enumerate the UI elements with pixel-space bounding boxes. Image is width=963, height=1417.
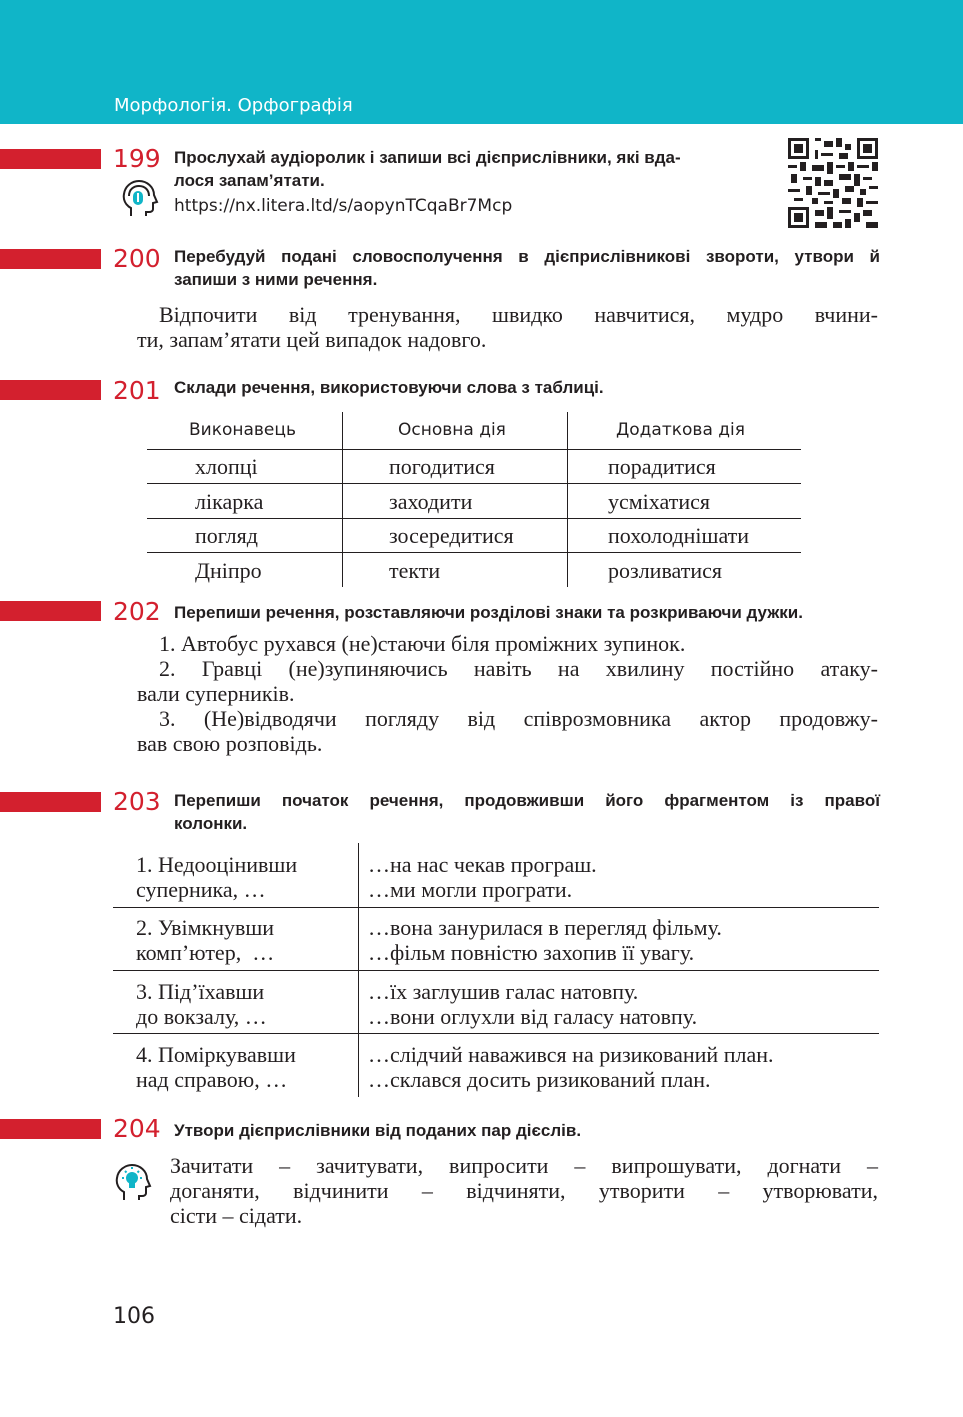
exercise-203-marker — [0, 792, 101, 812]
exercise-204-marker — [0, 1119, 101, 1139]
exercise-201-number: 201 — [113, 376, 161, 405]
table-cell: хлопці — [195, 454, 258, 479]
table-cell: Дніпро — [195, 558, 262, 583]
table-divider — [567, 412, 568, 587]
table-header: Основна дія — [398, 420, 506, 440]
exercise-199-marker — [0, 149, 101, 169]
exercise-204-number: 204 — [113, 1114, 161, 1143]
table-cell: зосередитися — [389, 523, 514, 548]
table-cell: похолоднішати — [608, 523, 750, 548]
exercise-201-task: Склади речення, використовуючи слова з таблиці. — [174, 378, 604, 397]
page-number: 106 — [113, 1304, 155, 1329]
table-cell: усміхатися — [608, 489, 710, 514]
exercise-199-task: Прослухай аудіоролик і запиши всі дієприслівники, які вда- лося запам’ятати. — [174, 148, 681, 190]
table-row: …вона занурилася в перегляд фільму. …фільм повністю захопив її увагу. — [368, 915, 722, 965]
exercise-203-task: Перепиши початок речення, продовживши його фрагментом із правої колонки. — [174, 791, 880, 833]
exercise-200-number: 200 — [113, 244, 161, 273]
table-header: Виконавець — [189, 420, 296, 440]
table-cell: текти — [389, 558, 441, 583]
table-row: …їх заглушив галас натовпу. …вони оглухли від галасу натовпу. — [368, 979, 698, 1029]
table-divider — [342, 412, 343, 587]
exercise-204-text: Зачитати – зачитувати, випросити – випрошувати, догнати – доганяти, відчинити – відчиняти, утворити – утворювати, сісти – сідати. — [170, 1153, 878, 1228]
table-row: 2. Увімкнувши комп’ютер, … — [136, 915, 275, 965]
exercise-200-marker — [0, 249, 101, 269]
exercise-203-number: 203 — [113, 787, 161, 816]
lightbulb-head-icon — [111, 1161, 153, 1203]
table-divider — [113, 907, 879, 908]
table-row: 4. Поміркувавши над справою, … — [136, 1042, 296, 1092]
audio-link[interactable]: https://nx.litera.ltd/s/aopynTCqaBr7Mcp — [174, 196, 513, 216]
table-row: …на нас чекав програш. …ми могли програти. — [368, 852, 597, 902]
headphones-head-icon — [118, 178, 160, 220]
exercise-202-task: Перепиши речення, розставляючи розділові знаки та розкриваючи дужки. — [174, 603, 803, 622]
table-row: 3. Під’їхавши до вокзалу, … — [136, 979, 267, 1029]
table-header: Додаткова дія — [616, 420, 745, 440]
exercise-202-marker — [0, 601, 101, 621]
table-divider — [147, 552, 801, 553]
exercise-201-marker — [0, 380, 101, 400]
table-row: 1. Недооцінивши суперника, … — [136, 852, 298, 902]
table-divider — [147, 483, 801, 484]
exercise-204-task: Утвори дієприслівники від поданих пар дієслів. — [174, 1121, 582, 1140]
table-cell: розливатися — [608, 558, 723, 583]
table-row: …слідчий наважився на ризикований план. …склався досить ризикований план. — [368, 1042, 774, 1092]
table-cell: погодитися — [389, 454, 495, 479]
table-cell: погляд — [195, 523, 258, 548]
table-cell: лікарка — [195, 489, 264, 514]
exercise-200-task: Перебудуй подані словосполучення в дієприслівникові звороти, утвори й запиши з ними речення. — [174, 247, 880, 289]
exercise-202-number: 202 — [113, 597, 161, 626]
exercise-202-text: 1. Автобус рухався (не)стаючи біля проміжних зупинок. 2. Гравці (не)зупиняючись навіть на хвилину постійно атаку- вали суперників. 3. (Не)відводячи погляду від співрозмовника актор продовжу- вав свою розповідь. — [137, 631, 878, 756]
qr-code-icon[interactable] — [788, 138, 878, 228]
table-divider — [147, 518, 801, 519]
exercise-200-text: Відпочити від тренування, швидко навчитися, мудро вчини- ти, запам’ятати цей випадок надовго. — [137, 302, 878, 352]
section-title: Морфологія. Орфографія — [114, 95, 353, 116]
table-cell: заходити — [389, 489, 473, 514]
table-cell: порадитися — [608, 454, 716, 479]
exercise-201-table — [147, 412, 801, 587]
table-divider — [113, 970, 879, 971]
exercise-199-number: 199 — [113, 144, 161, 173]
table-divider — [147, 449, 801, 450]
table-divider — [113, 1033, 879, 1034]
